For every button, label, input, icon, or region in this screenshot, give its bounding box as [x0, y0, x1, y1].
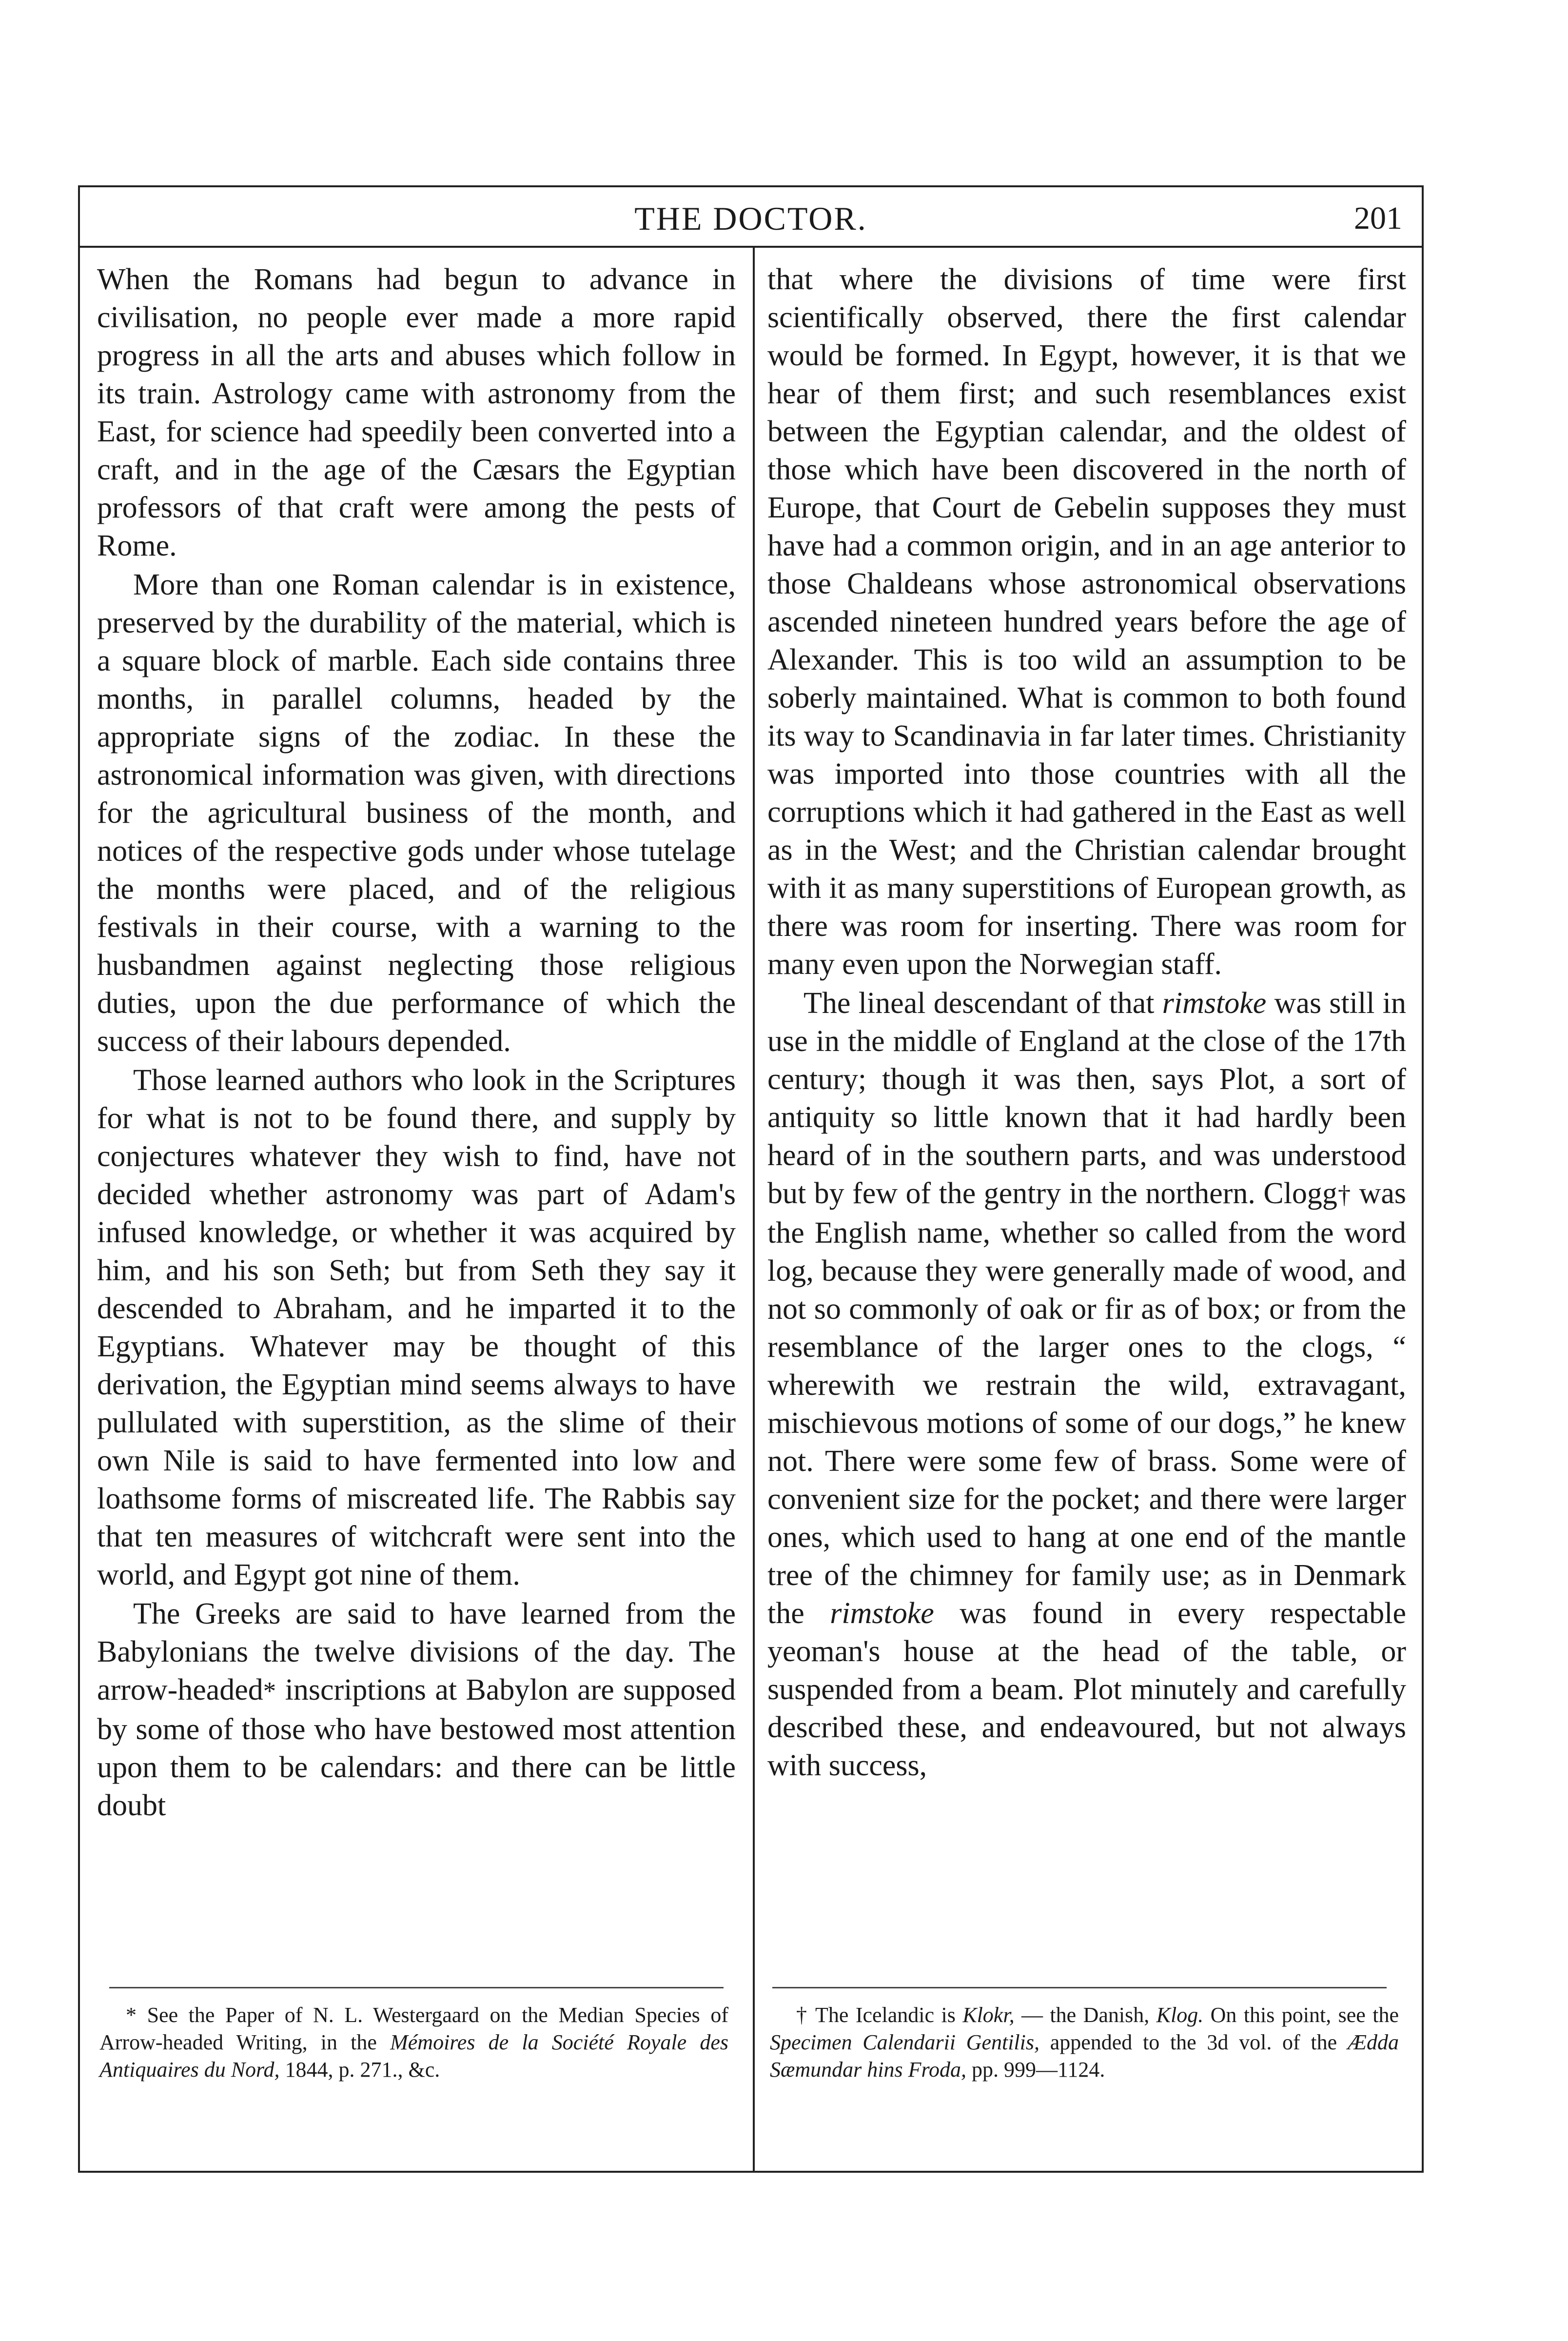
right-column	[767, 260, 1406, 1785]
right-p2-text-b: was still in use in the middle of England at the close of the 17th century; though it was then, says Plot, a sort of antiquity so little known that it had hardly been heard of in the southern parts, and was understood but by few of the gentry in the northern. Clogg	[767, 987, 1406, 1210]
right-p2-text-d: was found in every respectable yeoman's house at the head of the table, or suspended from a beam. Plot minutely and carefully described these, and endeavoured, but not always with success,	[767, 1597, 1406, 1782]
column-divider	[753, 246, 755, 2173]
footnote-rule-left	[109, 1987, 724, 1988]
fn-right-text-a: † The Icelandic is	[796, 2003, 963, 2027]
fn-right-text-b: — the Danish,	[1014, 2003, 1156, 2027]
fn-right-text-d: appended to the 3d vol. of the	[1039, 2030, 1348, 2054]
page-number: 201	[1354, 200, 1402, 236]
fn-right-text-c: On this point, see the	[1203, 2003, 1399, 2027]
left-p4-text-b: inscriptions at Babylon are supposed by some of those who have bestowed most attention upon them to be calendars: and there can be little doubt	[97, 1673, 736, 1822]
right-p2-text-c: was the English name, whether so called from the word log, because they were generally made of wood, and not so commonly of oak or fir as of box; or from the resemblance of the larger ones to the clogs, “ wherewith we restrain the wild, extravagant, mischievous motions of some of our dogs,” he knew not. There were some few of brass. Some were of convenient size for the pocket; and there were larger ones, which used to hang at one end of the mantle tree of the chimney for family use; as in Denmark the	[767, 1177, 1407, 1630]
right-paragraph-2	[767, 984, 1406, 1785]
fn-left-text-b: 1844, p. 271., &c.	[279, 2058, 440, 2082]
fn-right-italic-specimen: Specimen Calendarii Gentilis,	[770, 2030, 1040, 2054]
left-p4-text-a: The Greeks are said to have learned from the Babylonians the twelve divisions of the day. The arrow-headed	[97, 1597, 736, 1706]
footnote-rule-right	[772, 1987, 1387, 1988]
footnote-left	[99, 2002, 728, 2083]
running-title: THE DOCTOR.	[634, 200, 867, 237]
page-header	[80, 187, 1422, 248]
right-p2-italic-rimstoke-1: rimstoke	[1162, 987, 1267, 1020]
footnote-mark-dagger: †	[1337, 1181, 1352, 1209]
left-paragraph-1: When the Romans had begun to advance in civilisation, no people ever made a more rapid progress in all the arts and abuses which follow in its train. Astrology came with astronomy from the East, for science had speedily been converted into a craft, and in the age of the Cæsars the Egyptian professors of that craft were among the pests of Rome.	[97, 263, 736, 562]
footnote-mark-asterisk: *	[263, 1677, 276, 1706]
page-frame	[78, 185, 1424, 2173]
left-paragraph-2: More than one Roman calendar is in existence, preserved by the durability of the material, which is a square block of marble. Each side contains three months, in parallel columns, headed by the appropriate signs of the zodiac. In these the astronomical information was given, with directions for the agricultural business of the month, and notices of the respective gods under whose tutelage the months were placed, and of the religious festivals in their course, with a warning to the husbandmen against neglecting those religious duties, upon the due performance of which the success of their labours depended.	[97, 568, 736, 1058]
fn-right-text-e: pp. 999—1124.	[966, 2058, 1105, 2082]
fn-left-text-a: * See the Paper of N. L. Westergaard on the Median Species of Arrow-headed Writing, in the	[99, 2003, 728, 2054]
fn-right-italic-aedda: Ædda Sæmundar hins Froda,	[770, 2030, 1399, 2082]
fn-left-italic: Mémoires de la Société Royale des Antiquaires du Nord,	[99, 2030, 728, 2082]
footnote-right	[770, 2002, 1399, 2083]
fn-right-italic-klog: Klog.	[1156, 2003, 1204, 2027]
left-paragraph-3: Those learned authors who look in the Scriptures for what is not to be found there, and supply by conjectures whatever they wish to find, have not decided whether astronomy was part of Adam's infused knowledge, or whether it was acquired by him, and his son Seth; but from Seth they say it descended to Abraham, and he imparted it to the Egyptians. Whatever may be thought of this derivation, the Egyptian mind seems always to have pullulated with superstition, as the slime of their own Nile is said to have fermented into low and loathsome forms of miscreated life. The Rabbis say that ten measures of witchcraft were sent into the world, and Egypt got nine of them.	[97, 1064, 736, 1591]
right-paragraph-1: that where the divisions of time were first scientifically observed, there the first calendar would be formed. In Egypt, however, it is that we hear of them first; and such resemblances exist between the Egyptian calendar, and the oldest of those which have been discovered in the north of Europe, that Court de Gebelin supposes they must have had a common origin, and in an age anterior to those Chaldeans whose astronomical observations ascended nineteen hundred years before the age of Alexander. This is too wild an assumption to be soberly maintained. What is common to both found its way to Scandinavia in far later times. Christianity was imported into those countries with all the corruptions which it had gathered in the East as well as in the West; and the Christian calendar brought with it as many superstitions of European growth, as there was room for inserting. There was room for many even upon the Norwegian staff.	[767, 263, 1406, 981]
left-paragraph-4	[97, 1595, 736, 1825]
fn-right-italic-klokr: Klokr,	[962, 2003, 1015, 2027]
right-p2-italic-rimstoke-2: rimstoke	[830, 1597, 934, 1630]
left-column	[97, 260, 736, 1825]
right-p2-text-a: The lineal descendant of that	[804, 987, 1162, 1020]
